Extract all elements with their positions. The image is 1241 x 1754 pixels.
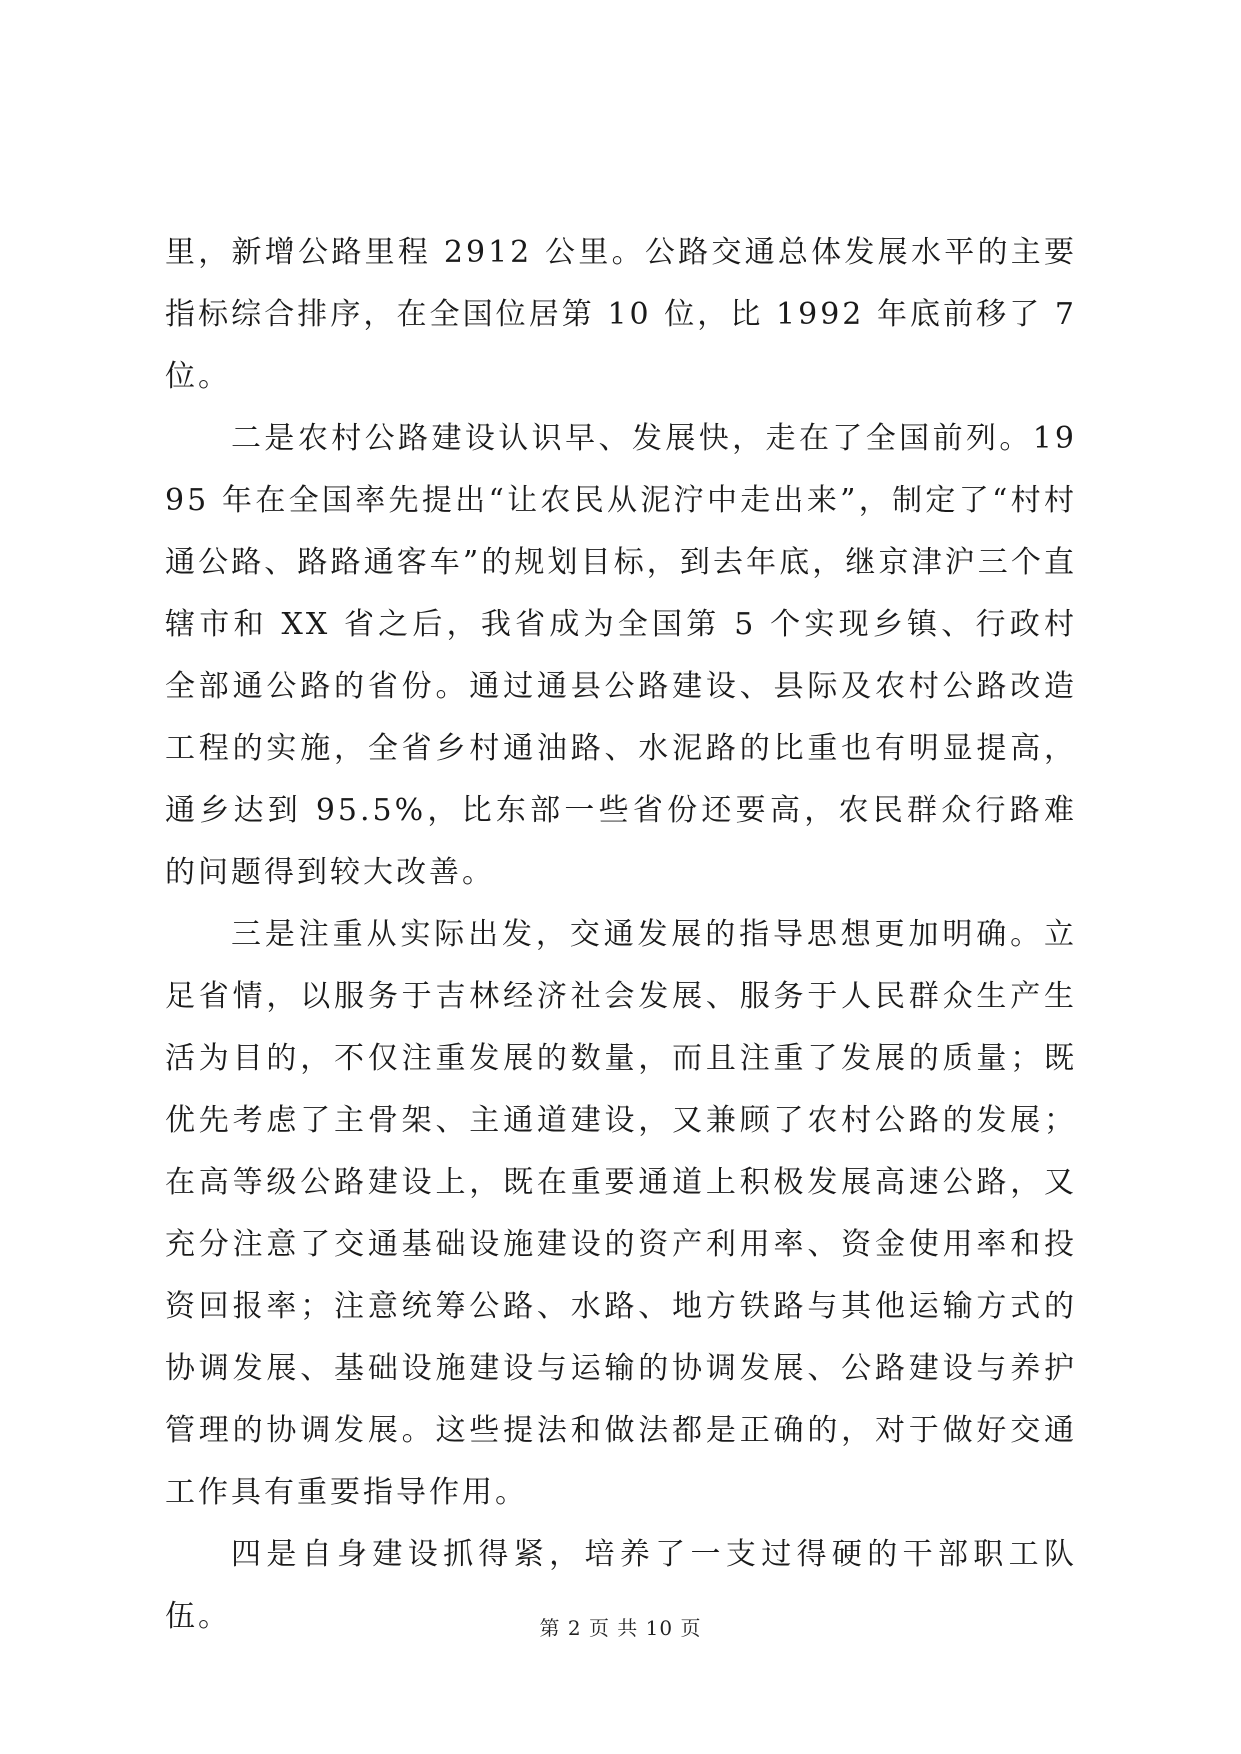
page-number-footer: 第 2 页 共 10 页 bbox=[539, 1616, 702, 1640]
paragraph-1: 里，新增公路里程 2912 公里。公路交通总体发展水平的主要指标综合排序，在全国位居第 10 位，比 1992 年底前移了 7 位。 bbox=[165, 235, 1077, 394]
paragraph-2: 二是农村公路建设认识早、发展快，走在了全国前列。1995 年在全国率先提出“让农民从泥泞中走出来”，制定了“村村通公路、路路通客车”的规划目标，到去年底，继京津沪三个直辖市和 XX 省之后，我省成为全国第 5 个实现乡镇、行政村全部通公路的省份。通过通县公路建设、县际及农村公路改造工程的实施，全省乡村通油路、水泥路的比重也有明显提高，通乡达到 95.5%，比东部一些省份还要高，农民群众行路难的问题得到较大改善。 bbox=[165, 421, 1077, 890]
document-body bbox=[165, 222, 1077, 1648]
paragraph-4: 四是自身建设抓得紧，培养了一支过得硬的干部职工队伍。 bbox=[165, 1537, 1077, 1634]
paragraph-3: 三是注重从实际出发，交通发展的指导思想更加明确。立足省情，以服务于吉林经济社会发展、服务于人民群众生产生活为目的，不仅注重发展的数量，而且注重了发展的质量；既优先考虑了主骨架、主通道建设，又兼顾了农村公路的发展；在高等级公路建设上，既在重要通道上积极发展高速公路，又充分注意了交通基础设施建设的资产利用率、资金使用率和投资回报率；注意统筹公路、水路、地方铁路与其他运输方式的协调发展、基础设施建设与运输的协调发展、公路建设与养护管理的协调发展。这些提法和做法都是正确的，对于做好交通工作具有重要指导作用。 bbox=[165, 917, 1077, 1510]
